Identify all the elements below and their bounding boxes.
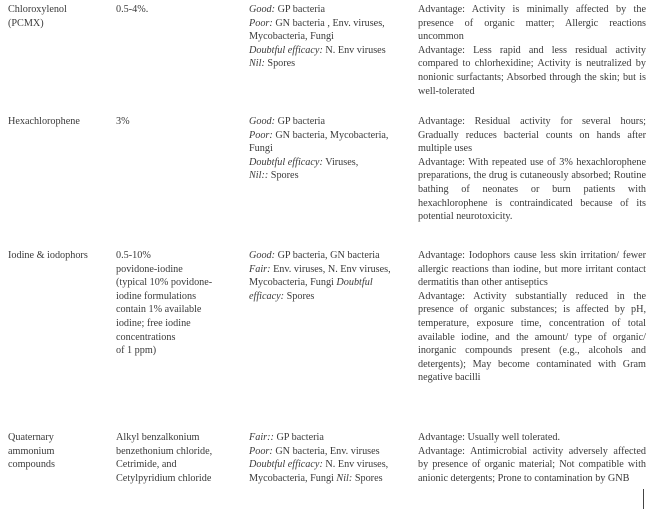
activity-label: Nil: — [249, 58, 265, 70]
agent-name: Quaternary — [8, 432, 54, 443]
activity-text: GP bacteria — [275, 116, 326, 127]
activity-label: Doubtful efficacy: — [249, 44, 323, 56]
activity-text: Spores — [284, 290, 315, 302]
agent-name: Iodine & iodophors — [8, 250, 88, 261]
activity-text: Env. viruses, N. Env viruses, Mycobacteria, Fungi — [249, 263, 391, 289]
agent-name: compounds — [8, 459, 55, 471]
remark-paragraph: Advantage: Less rapid and less residual activity compared to chlorhexidine; Activity is neutralized by nonionic surfactants; Absorbed through the skin; but is well-tolerated — [418, 44, 646, 97]
activity-line — [249, 3, 409, 17]
activity-line — [249, 17, 409, 44]
agent-name: (PCMX) — [8, 17, 44, 29]
activity-cell — [249, 431, 409, 485]
activity-line — [249, 263, 409, 304]
activity-label: Fair:: — [249, 432, 274, 443]
agent-cell — [8, 3, 108, 30]
concentration-text: 0.5-4%. — [116, 4, 149, 15]
activity-text: GN bacteria, Env. viruses — [272, 445, 380, 457]
agent-name: Chloroxylenol — [8, 4, 67, 15]
concentration-text: Cetylpyridium chloride — [116, 472, 212, 484]
remarks-cell — [418, 249, 646, 385]
remarks-cell — [418, 115, 646, 224]
activity-text: GN bacteria, Mycobacteria, Fungi — [249, 129, 389, 155]
activity-line — [249, 169, 409, 183]
activity-text: Spores — [264, 58, 296, 70]
remark-paragraph: Advantage: Activity is minimally affected by the presence of organic matter; Allergic reactions uncommon — [418, 4, 646, 43]
concentration-text: benzethonium chloride, — [116, 445, 213, 457]
activity-label: Doubtful efficacy: — [249, 459, 323, 471]
activity-label: Doubtful efficacy: — [249, 156, 323, 168]
concentration-text: of 1 ppm) — [116, 345, 157, 357]
remark-paragraph: Advantage: Iodophors cause less skin irritation/ fewer allergic reactions than iodine, but more irritant contact dermatitis than other antiseptics — [418, 250, 646, 289]
remarks-cell — [418, 431, 646, 485]
activity-label: Nil: — [336, 472, 353, 484]
activity-label: Doubtful efficacy: — [249, 277, 373, 302]
activity-label: Good: — [249, 4, 276, 15]
activity-line — [249, 431, 409, 445]
activity-label: Nil:: — [249, 170, 269, 182]
concentration-cell — [116, 249, 238, 358]
activity-line — [249, 115, 409, 129]
activity-line — [249, 57, 409, 71]
remarks-cell — [418, 3, 646, 98]
activity-line — [249, 445, 409, 459]
activity-text: GP bacteria, GN bacteria — [275, 250, 380, 261]
concentration-cell — [116, 3, 238, 17]
agent-cell — [8, 431, 108, 472]
concentration-cell — [116, 115, 238, 129]
concentration-text: 0.5-10% — [116, 250, 151, 261]
activity-label: Poor: — [249, 129, 273, 141]
concentration-text: 3% — [116, 116, 130, 127]
concentration-text: contain 1% available — [116, 304, 202, 316]
activity-line — [249, 249, 409, 263]
activity-text: GN bacteria , Env. viruses, Mycobacteria, Fungi — [249, 17, 385, 43]
remark-paragraph: Advantage: Activity substantially reduced in the presence of organic substances; is affected by pH, temperature, exposure time, concentration of total available iodine, and the amount/ type of organic/ inorganic compounds present (e.g., alcohols and detergents); May become contaminated with Gram negative bacilli — [418, 290, 646, 384]
activity-text: GP bacteria — [275, 4, 326, 15]
remark-paragraph: Advantage: Usually well tolerated. — [418, 432, 561, 443]
activity-line — [249, 458, 409, 485]
concentration-text: Alkyl benzalkonium — [116, 432, 200, 443]
activity-text: GP bacteria — [273, 432, 324, 443]
remark-paragraph: Advantage: Antimicrobial activity adversely affected by presence of organic material; Not compatible with anionic detergents; Prone to contamination by GNB — [418, 445, 646, 484]
activity-text: Spores — [268, 170, 299, 182]
activity-line — [249, 129, 409, 156]
agent-name: ammonium — [8, 445, 55, 457]
activity-text: N. Env viruses — [322, 44, 386, 56]
concentration-text: concentrations — [116, 331, 176, 343]
activity-line — [249, 156, 409, 170]
remark-paragraph: Advantage: With repeated use of 3% hexachlorophene preparations, the drug is cutaneously absorbed; Routine bathing of neonates or burn patients with hexachlorophene is contraindicated because of its potential neurotoxicity. — [418, 156, 646, 223]
activity-cell — [249, 249, 409, 303]
concentration-text: (typical 10% povidone- — [116, 277, 213, 289]
activity-label: Poor: — [249, 17, 273, 29]
activity-label: Good: — [249, 250, 276, 261]
activity-cell — [249, 115, 409, 183]
agent-cell — [8, 115, 108, 129]
concentration-cell — [116, 431, 238, 485]
activity-text: Spores — [352, 472, 383, 484]
activity-text: N. Env viruses, Mycobacteria, Fungi — [249, 459, 389, 484]
activity-cell — [249, 3, 409, 71]
remark-paragraph: Advantage: Residual activity for several hours; Gradually reduces bacterial counts on hands after multiple uses — [418, 116, 646, 155]
activity-label: Fair: — [249, 263, 271, 275]
agent-name: Hexachlorophene — [8, 116, 80, 127]
activity-label: Good: — [249, 116, 276, 127]
concentration-text: povidone-iodine — [116, 263, 183, 275]
concentration-text: iodine formulations — [116, 290, 197, 302]
activity-label: Poor: — [249, 445, 273, 457]
concentration-text: Cetrimide, and — [116, 459, 177, 471]
activity-text: Viruses, — [322, 156, 359, 168]
activity-line — [249, 44, 409, 58]
text-cursor — [643, 489, 644, 509]
agent-cell — [8, 249, 108, 263]
concentration-text: iodine; free iodine — [116, 317, 191, 329]
